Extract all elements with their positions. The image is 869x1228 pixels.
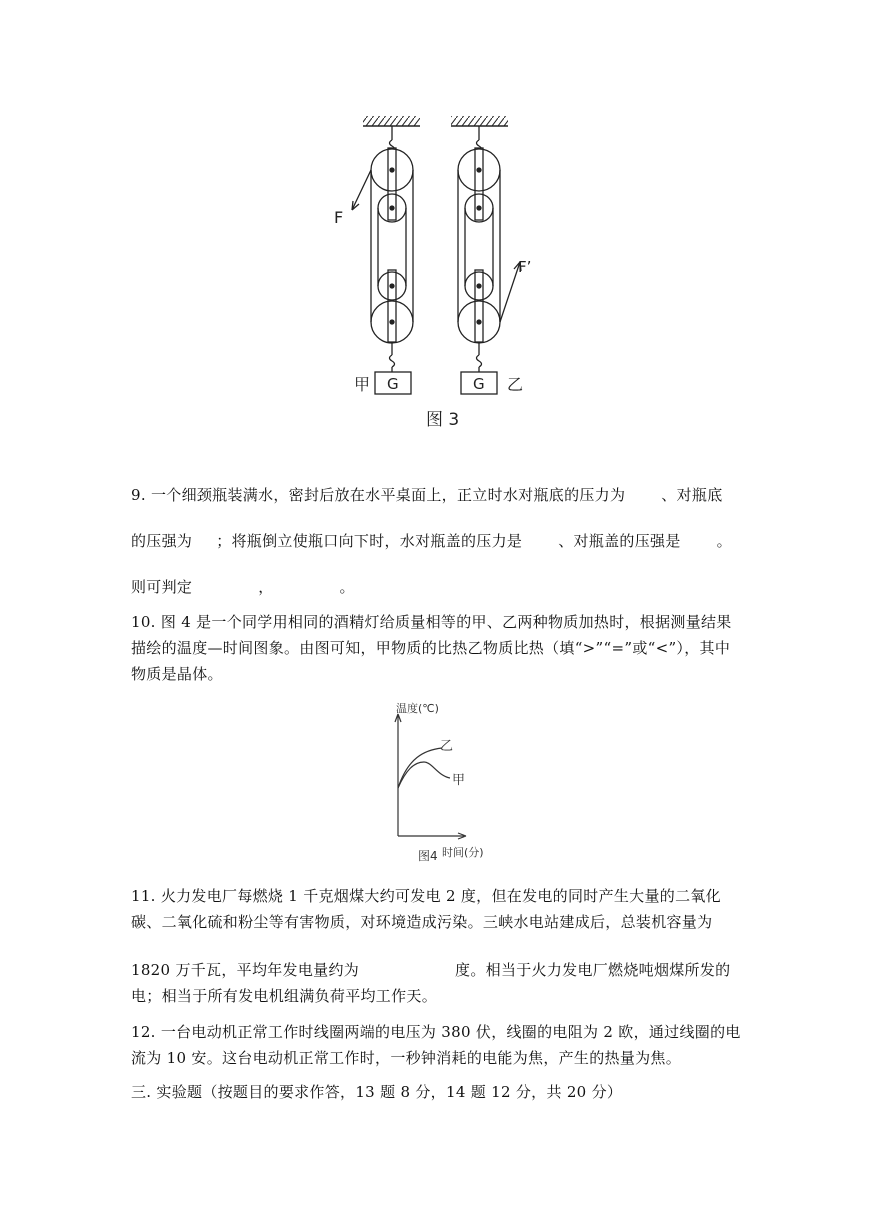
q9-line3-b: ， (258, 578, 274, 596)
curve-yi (398, 748, 442, 788)
force-label-right: F’ (518, 258, 532, 276)
q9-line-3 (131, 576, 355, 597)
q9-line2-a: 的压强为 (131, 532, 193, 550)
q9-line2-c: 、对瓶盖的压强是 (558, 532, 681, 550)
pulley-system-right (458, 126, 521, 372)
pulley-system-left (352, 126, 413, 372)
curve-label-jia: 甲 (452, 773, 466, 788)
q9-line-2 (131, 530, 732, 551)
figure-4-caption: 图4 (418, 849, 438, 863)
section-3-heading: 三. 实验题（按题目的要求作答，13 题 8 分，14 题 12 分，共 20 分） (131, 1083, 623, 1101)
figure-3-caption: 图 3 (426, 410, 460, 430)
q9-line2-b: ；将瓶倒立使瓶口向下时，水对瓶盖的压力是 (216, 532, 523, 550)
figure-4-temperature-time-graph (380, 700, 490, 870)
q9-line2-d: 。 (716, 532, 732, 550)
q10-paragraph: 10. 图 4 是一个同学用相同的酒精灯给质量相等的甲、乙两种物质加热时，根据测量结果描绘的温度—时间图象。由图可知，甲物质的比热乙物质比热（填“>”“=”或“<”），其中物质是晶体。 (131, 613, 732, 683)
q9-line3-a: 则可判定 (131, 578, 193, 596)
q9-line-1 (131, 484, 723, 505)
q12-paragraph: 12. 一台电动机正常工作时线圈两端的电压为 380 伏，线圈的电阻为 2 欧，通过线圈的电流为 10 安。这台电动机正常工作时，一秒钟消耗的电能为焦，产生的热量为焦。 (131, 1023, 741, 1067)
q11-line3-b: 度。相当于火力发电厂燃烧吨烟煤所发的 (455, 961, 731, 979)
q11-line-1: 11. 火力发电厂每燃烧 1 千克烟煤大约可发电 2 度，但在发电的同时产生大量的二氧化 (131, 887, 721, 905)
curve-label-yi: 乙 (440, 739, 454, 754)
y-axis-label: 温度(℃) (396, 702, 439, 715)
q11-line-4: 电；相当于所有发电机组满负荷平均工作天。 (131, 987, 438, 1005)
x-axis-label: 时间(分) (442, 846, 484, 859)
q11-line-2: 碳、二氧化硫和粉尘等有害物质，对环境造成污染。三峡水电站建成后，总装机容量为 (131, 913, 713, 931)
q9-line1-text: 9. 一个细颈瓶装满水，密封后放在水平桌面上，正立时水对瓶底的压力为 (131, 486, 626, 504)
ceiling-right (451, 116, 508, 126)
q9-line3-c: 。 (339, 578, 355, 596)
figure-3-pulley-diagram (330, 110, 550, 440)
weight-label-right: G (473, 375, 485, 393)
ceiling-left (363, 116, 420, 126)
curve-jia (398, 762, 450, 788)
system-label-left: 甲 (354, 375, 371, 394)
system-label-right: 乙 (507, 375, 524, 394)
q9-line1-tail: 、对瓶底 (661, 486, 723, 504)
weight-label-left: G (387, 375, 399, 393)
q11-line3-a: 1820 万千瓦，平均年发电量约为 (131, 961, 360, 979)
q11-line-3 (131, 959, 730, 980)
force-label-left: F (334, 208, 344, 227)
